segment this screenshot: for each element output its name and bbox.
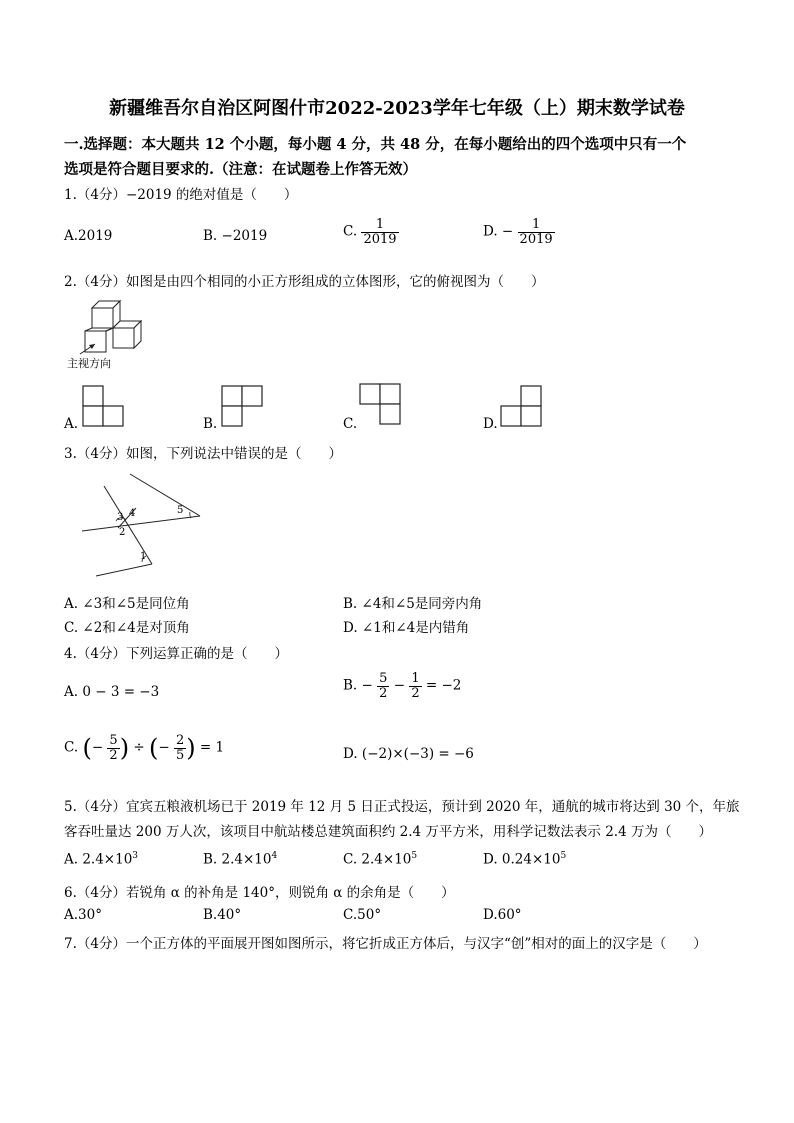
q2-option-c-label: C. [343,416,358,432]
q5-option-c [343,851,417,868]
q5-option-d [483,851,566,868]
fraction-numerator: 5 [379,671,388,686]
q6-option-a: A.30° [64,907,102,923]
fraction-numerator: 5 [109,733,118,748]
question-7-stem: 7.（4分）一个正方体的平面展开图如图所示，将它折成正方体后，与汉字“创”相对的面上的汉字是（ ） [64,936,707,952]
q1-option-c [343,218,399,246]
q2-option-d-figure [499,385,545,427]
q3-option-c: C. ∠2和∠4是对顶角 [64,620,190,636]
q4-option-c-result: = 1 [199,739,225,756]
q4-option-a: A. 0 − 3 = −3 [64,684,160,700]
q6-option-c: C.50° [343,907,382,923]
fraction-denominator: 2019 [363,231,397,247]
question-3-stem: 3.（4分）如图，下列说法中错误的是（ ） [64,446,342,462]
q4-option-b [343,672,461,700]
q4-option-d: D. (−2)×(−3) = −6 [343,746,474,762]
q3-option-b: B. ∠4和∠5是同旁内角 [343,596,483,612]
angle-label-5: 5 [177,505,184,516]
angle-label-1: 1 [140,551,147,562]
q2-option-b-label: B. [203,416,218,432]
option-exponent: 5 [560,851,567,861]
q2-option-a-figure [81,385,127,427]
q6-option-b: B.40° [203,907,242,923]
option-base: D. 0.24×10 [483,851,561,868]
q1-option-d-label: D. − [483,223,514,240]
fraction-numerator: 1 [531,217,541,232]
q1-option-d [483,218,555,246]
angle-label-2: 2 [119,527,126,538]
question-1-stem: 1.（4分）−2019 的绝对值是（ ） [64,187,298,203]
q3-option-a: A. ∠3和∠5是同位角 [64,596,190,612]
q4-option-c: C. (− $\frac{5}{2}$ ) ÷ (− $\frac{2}{5}$ ) = 1 [64,733,225,763]
q1-option-c-label: C. [343,223,358,240]
fraction-numerator: 2 [175,733,185,748]
question-5-line1: 5.（4分）宜宾五粮液机场已于 2019 年 12 月 5 日正式投运，预计到 2020 年，通航的城市将达到 30 个，年旅 [64,799,740,815]
division-sign: ÷ [133,739,145,756]
fraction-denominator: 2 [379,685,388,701]
option-exponent: 4 [271,851,278,861]
q2-option-c-figure [358,383,404,427]
q4-option-c-label: C. [64,739,79,756]
q4-option-b-fraction-2 [409,672,421,700]
q3-option-d: D. ∠1和∠4是内错角 [343,620,470,636]
view-direction-label: 主视方向 [67,357,111,370]
question-6-stem: 6.（4分）若锐角 α 的补角是 140°，则锐角 α 的余角是（ ） [64,885,455,901]
angle-label-4: 4 [129,508,136,519]
q5-option-a [64,851,138,868]
q1-option-a: A.2019 [64,228,113,244]
fraction-numerator: 1 [375,217,385,232]
fraction-denominator: 2 [109,747,118,763]
q2-option-d-label: D. [483,416,498,432]
q1-option-d-fraction [518,218,555,246]
q2-option-a-label: A. [64,416,79,432]
question-4-stem: 4.（4分）下列运算正确的是（ ） [64,646,288,662]
question-5-line2: 客吞吐量达 200 万人次，该项目中航站楼总建筑面积约 2.4 万平方米，用科学记数法表示 2.4 万为（ ） [64,824,712,840]
question-2-stem: 2.（4分）如图是由四个相同的小正方形组成的立体图形，它的俯视图为（ ） [64,274,545,290]
angle-label-3: 3 [117,512,124,523]
fraction-numerator: 1 [411,671,420,686]
minus-sign: − [393,677,406,694]
q4-option-c-fraction-2 [174,734,186,762]
fraction-denominator: 2 [411,685,420,701]
option-base: B. 2.4×10 [203,851,272,868]
section-instructions-line2: 选项是符合题目要求的.（注意：在试题卷上作答无效） [64,161,418,178]
q4-option-b-fraction-1 [377,672,389,700]
fraction-denominator: 5 [175,747,185,763]
q1-option-c-fraction [361,218,398,246]
option-base: A. 2.4×10 [64,851,133,868]
fraction-denominator: 2019 [519,231,553,247]
q4-option-b-label: B. − [343,677,373,694]
q4-option-c-fraction-1 [107,734,119,762]
q6-option-d: D.60° [483,907,522,923]
q5-option-b [203,851,277,868]
option-base: C. 2.4×10 [343,851,412,868]
section-instructions-line1: 一.选择题：本大题共 12 个小题，每小题 4 分，共 48 分，在每小题给出的四个选项中只有一个 [64,136,687,153]
option-exponent: 5 [411,851,418,861]
option-exponent: 3 [132,851,139,861]
q2-option-b-figure [220,385,266,427]
page-title: 新疆维吾尔自治区阿图什市2022-2023学年七年级（上）期末数学试卷 [109,98,685,119]
q1-option-b: B. −2019 [203,228,268,244]
q4-option-b-result: = −2 [425,677,462,694]
